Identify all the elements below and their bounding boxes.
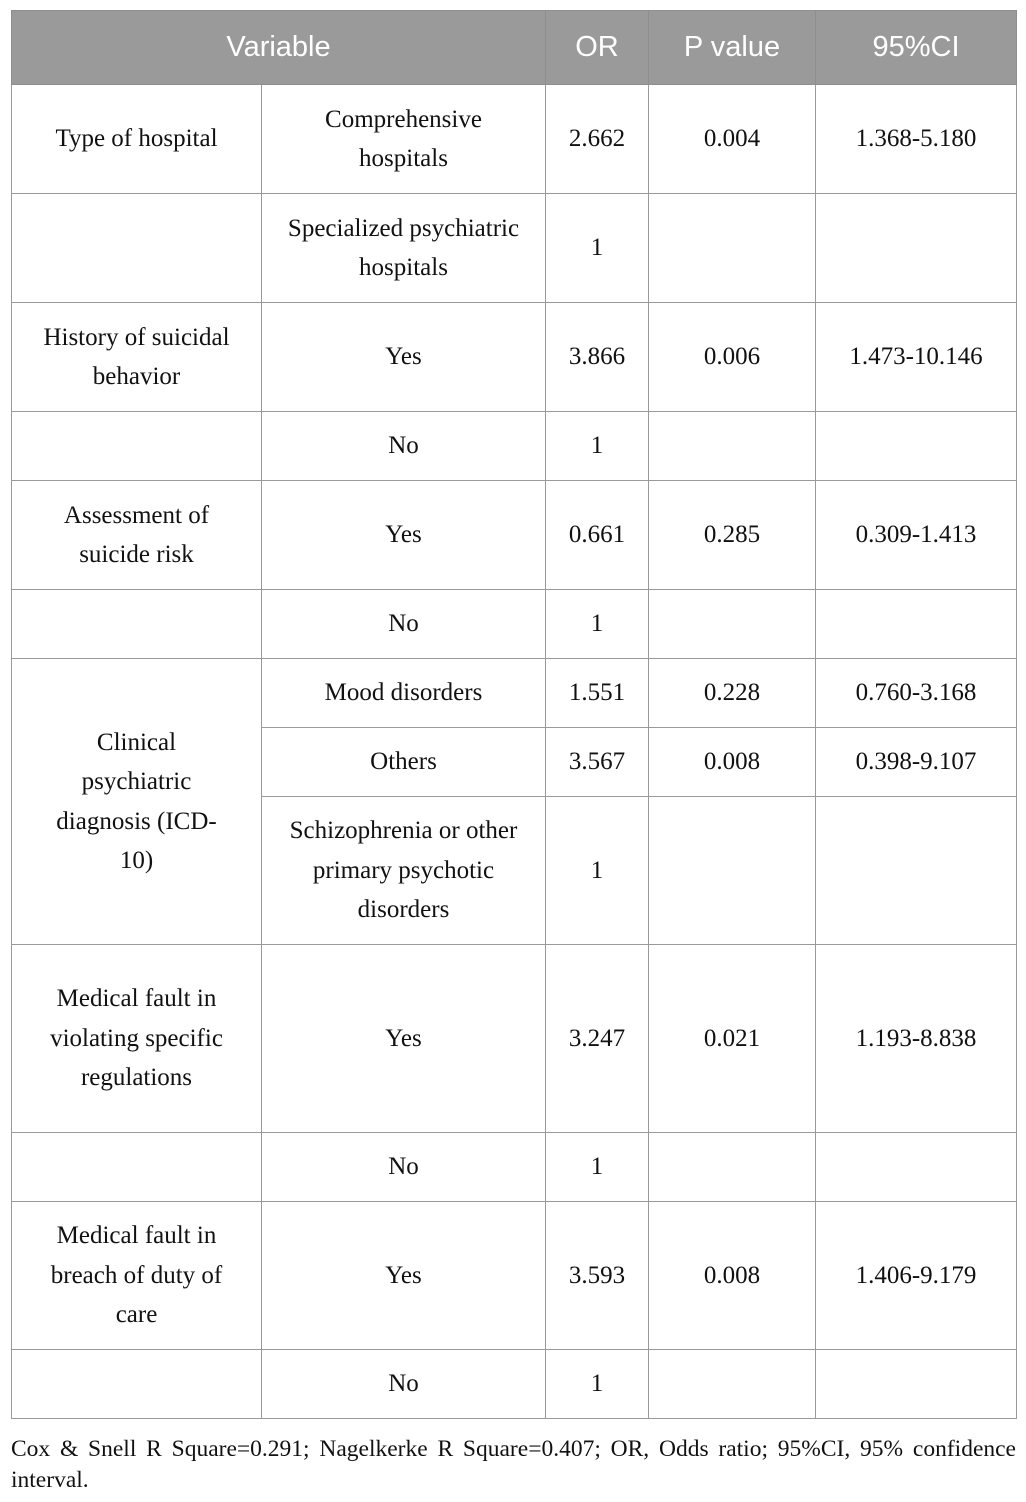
cell-ci: 0.309-1.413 xyxy=(816,481,1017,590)
table-row xyxy=(12,481,1017,590)
cell-variable xyxy=(12,1133,262,1202)
table-row xyxy=(12,590,1017,659)
cell-ci xyxy=(816,1133,1017,1202)
cell-p-value: 0.008 xyxy=(649,1202,816,1350)
cell-ci: 0.760-3.168 xyxy=(816,659,1017,728)
cell-p-value: 0.285 xyxy=(649,481,816,590)
cell-category: No xyxy=(262,590,546,659)
cell-or: 1 xyxy=(546,1133,649,1202)
cell-ci xyxy=(816,412,1017,481)
table-row xyxy=(12,659,1017,728)
cell-p-value xyxy=(649,1350,816,1419)
table-row xyxy=(12,945,1017,1133)
cell-ci xyxy=(816,1350,1017,1419)
table-row xyxy=(12,1350,1017,1419)
cell-p-value xyxy=(649,590,816,659)
header-or: OR xyxy=(546,11,649,85)
cell-p-value: 0.008 xyxy=(649,728,816,797)
header-variable: Variable xyxy=(12,11,546,85)
table-row xyxy=(12,412,1017,481)
cell-ci: 1.193-8.838 xyxy=(816,945,1017,1133)
cell-ci: 1.368-5.180 xyxy=(816,85,1017,194)
cell-variable xyxy=(12,590,262,659)
cell-p-value xyxy=(649,194,816,303)
cell-category: Comprehensive hospitals xyxy=(262,85,546,194)
cell-ci: 1.473-10.146 xyxy=(816,303,1017,412)
cell-category: No xyxy=(262,1133,546,1202)
table-row xyxy=(12,194,1017,303)
regression-table xyxy=(11,10,1017,1419)
cell-or: 1 xyxy=(546,590,649,659)
cell-ci xyxy=(816,797,1017,945)
cell-ci: 0.398-9.107 xyxy=(816,728,1017,797)
cell-p-value xyxy=(649,1133,816,1202)
cell-category: Yes xyxy=(262,1202,546,1350)
cell-or: 3.247 xyxy=(546,945,649,1133)
cell-category: No xyxy=(262,1350,546,1419)
cell-p-value: 0.006 xyxy=(649,303,816,412)
cell-or: 1.551 xyxy=(546,659,649,728)
cell-category: Others xyxy=(262,728,546,797)
cell-variable xyxy=(12,194,262,303)
header-ci: 95%CI xyxy=(816,11,1017,85)
header-row xyxy=(12,11,1017,85)
table-row xyxy=(12,1133,1017,1202)
table-row xyxy=(12,1202,1017,1350)
cell-p-value xyxy=(649,797,816,945)
cell-variable: Type of hospital xyxy=(12,85,262,194)
cell-ci: 1.406-9.179 xyxy=(816,1202,1017,1350)
cell-category: Schizophrenia or other primary psychotic disorders xyxy=(262,797,546,945)
cell-or: 1 xyxy=(546,412,649,481)
cell-category: Specialized psychiatric hospitals xyxy=(262,194,546,303)
table-footnote: Cox & Snell R Square=0.291; Nagelkerke R Square=0.407; OR, Odds ratio; 95%CI, 95% confidence interval. xyxy=(11,1436,1016,1493)
cell-p-value xyxy=(649,412,816,481)
cell-p-value: 0.228 xyxy=(649,659,816,728)
cell-category: Mood disorders xyxy=(262,659,546,728)
table-row xyxy=(12,85,1017,194)
cell-or: 1 xyxy=(546,1350,649,1419)
table-row xyxy=(12,303,1017,412)
cell-variable: Clinical psychiatric diagnosis (ICD-10) xyxy=(12,659,262,945)
cell-ci xyxy=(816,590,1017,659)
cell-or: 1 xyxy=(546,194,649,303)
cell-variable xyxy=(12,1350,262,1419)
cell-category: No xyxy=(262,412,546,481)
cell-p-value: 0.021 xyxy=(649,945,816,1133)
cell-or: 1 xyxy=(546,797,649,945)
cell-or: 3.866 xyxy=(546,303,649,412)
cell-or: 3.593 xyxy=(546,1202,649,1350)
cell-variable: Medical fault in breach of duty of care xyxy=(12,1202,262,1350)
cell-p-value: 0.004 xyxy=(649,85,816,194)
cell-category: Yes xyxy=(262,945,546,1133)
cell-variable xyxy=(12,412,262,481)
cell-variable: Assessment of suicide risk xyxy=(12,481,262,590)
cell-or: 3.567 xyxy=(546,728,649,797)
cell-ci xyxy=(816,194,1017,303)
cell-variable: History of suicidal behavior xyxy=(12,303,262,412)
header-p-value: P value xyxy=(649,11,816,85)
cell-or: 2.662 xyxy=(546,85,649,194)
cell-category: Yes xyxy=(262,303,546,412)
cell-or: 0.661 xyxy=(546,481,649,590)
cell-variable: Medical fault in violating specific regulations xyxy=(12,945,262,1133)
cell-category: Yes xyxy=(262,481,546,590)
